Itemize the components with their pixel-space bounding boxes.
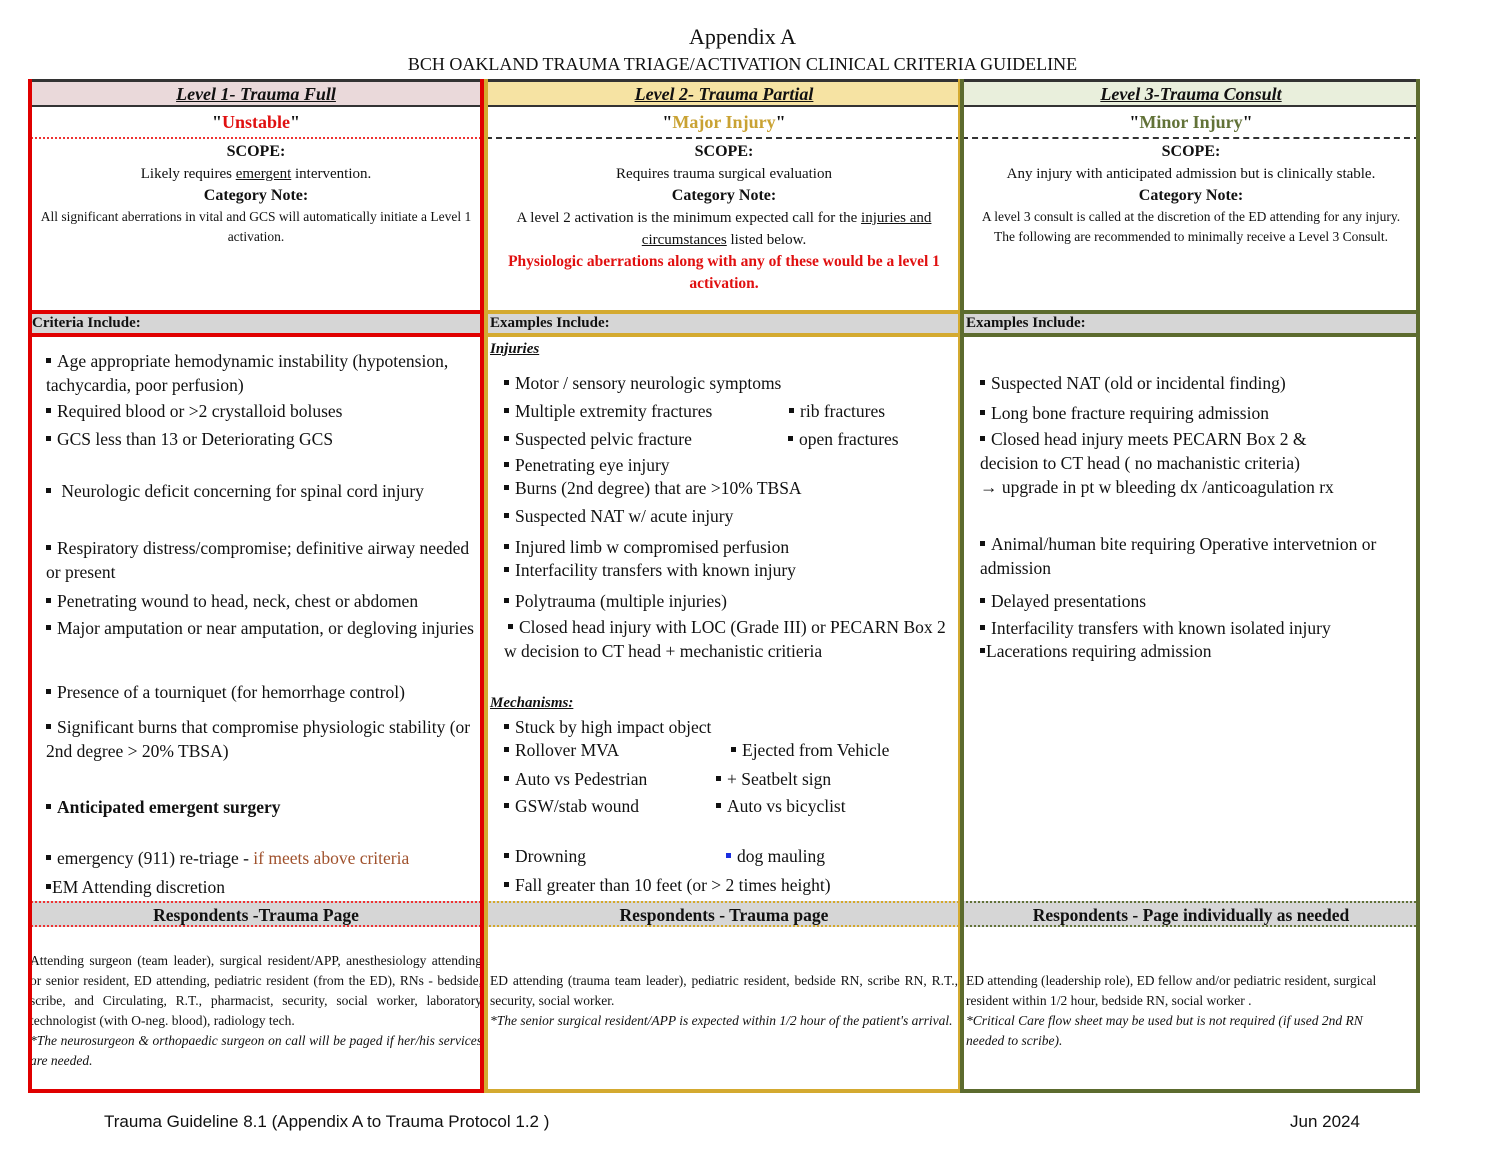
list-item bbox=[504, 794, 704, 818]
item-text: Penetrating wound to head, neck, chest or abdomen bbox=[57, 591, 419, 611]
mechanisms-label: Mechanisms: bbox=[490, 695, 574, 711]
bullet-icon bbox=[46, 545, 51, 550]
item-text: Delayed presentations bbox=[991, 591, 1147, 611]
level3-tag bbox=[962, 107, 1420, 139]
divider bbox=[484, 333, 962, 337]
level1-category-note: All significant aberrations in vital and GCS will automatically initiate a Level 1 activation. bbox=[40, 209, 472, 244]
list-item bbox=[980, 427, 1360, 475]
bullet-icon bbox=[46, 358, 51, 363]
bullet-icon bbox=[980, 380, 985, 385]
list-item bbox=[504, 589, 958, 613]
bullet-icon bbox=[980, 598, 985, 603]
divider bbox=[28, 333, 484, 337]
level2-respondents-header: Respondents - Trauma page bbox=[486, 901, 962, 927]
level1-column bbox=[28, 79, 484, 1093]
list-item bbox=[980, 639, 1416, 663]
item-text: Suspected pelvic fracture bbox=[515, 429, 692, 449]
bullet-icon bbox=[716, 803, 721, 808]
item-text: Injured limb w compromised perfusion bbox=[515, 537, 790, 557]
list-item bbox=[504, 715, 958, 739]
note-post: listed below. bbox=[726, 232, 807, 248]
respondents-note: *Critical Care flow sheet may be used but is not required (if used 2nd RN needed to scribe). bbox=[966, 1013, 1363, 1048]
item-text: Interfacility transfers with known injury bbox=[515, 560, 796, 580]
list-item bbox=[46, 616, 480, 640]
bullet-icon bbox=[504, 853, 509, 858]
level3-list-header: Examples Include: bbox=[962, 313, 1420, 335]
level2-list-header: Examples Include: bbox=[486, 313, 962, 335]
list-item bbox=[504, 476, 958, 500]
item-text: Multiple extremity fractures bbox=[515, 401, 713, 421]
list-item bbox=[980, 589, 1416, 613]
bullet-icon bbox=[980, 410, 985, 415]
item-text: Motor / sensory neurologic symptoms bbox=[515, 373, 782, 393]
bullet-icon bbox=[46, 855, 51, 860]
divider bbox=[484, 310, 962, 314]
bullet-icon bbox=[789, 408, 794, 413]
footer-left: Trauma Guideline 8.1 (Appendix A to Trauma Protocol 1.2 ) bbox=[104, 1112, 550, 1131]
document-title: Appendix A bbox=[689, 24, 796, 49]
item-text: Significant burns that compromise physiologic stability (or 2nd degree > 20% TBSA) bbox=[46, 717, 471, 761]
item-text: Neurologic deficit concerning for spinal cord injury bbox=[57, 481, 424, 501]
list-item bbox=[980, 475, 1416, 499]
item-text: Auto vs bicyclist bbox=[727, 796, 846, 816]
list-item bbox=[46, 589, 480, 613]
list-item bbox=[46, 680, 480, 704]
scope-label: SCOPE: bbox=[226, 143, 286, 160]
item-text: emergency (911) re-triage - bbox=[57, 848, 254, 868]
quote-close: " bbox=[1242, 112, 1253, 132]
bullet-icon bbox=[788, 436, 793, 441]
item-text: → upgrade in pt w bleeding dx /anticoagulation rx bbox=[980, 477, 1334, 497]
document-subtitle: BCH OAKLAND TRAUMA TRIAGE/ACTIVATION CLINICAL CRITERIA GUIDELINE bbox=[407, 54, 1078, 74]
list-item bbox=[716, 794, 958, 818]
list-item bbox=[504, 558, 958, 582]
list-item bbox=[504, 504, 958, 528]
level1-header-text: Level 1- Trauma Full bbox=[176, 84, 336, 104]
level3-column bbox=[962, 79, 1420, 1093]
item-text: Fall greater than 10 feet (or > 2 times height) bbox=[515, 875, 831, 895]
bullet-icon bbox=[46, 408, 51, 413]
bullet-icon bbox=[46, 724, 51, 729]
scope-pre: Likely requires bbox=[140, 166, 236, 182]
level1-respondents bbox=[28, 927, 484, 1093]
bullet-icon bbox=[46, 804, 51, 809]
item-text: Anticipated emergent surgery bbox=[57, 797, 281, 817]
footer-date: Jun 2024 bbox=[1290, 1112, 1360, 1131]
quote-open: " bbox=[211, 112, 222, 132]
list-item bbox=[46, 846, 480, 870]
respondents-text: ED attending (leadership role), ED fellow and/or pediatric resident, surgical resident within 1/2 hour, bedside RN, social worker . bbox=[966, 973, 1377, 1008]
level3-respondents-header: Respondents - Page individually as needed bbox=[962, 901, 1420, 927]
level2-header-text: Level 2- Trauma Partial bbox=[634, 84, 814, 104]
level1-scope bbox=[28, 139, 484, 309]
list-item bbox=[789, 399, 958, 423]
item-text: Ejected from Vehicle bbox=[742, 740, 890, 760]
list-item bbox=[980, 616, 1416, 640]
level3-header-text: Level 3-Trauma Consult bbox=[1100, 84, 1282, 104]
item-text: Polytrauma (multiple injuries) bbox=[515, 591, 727, 611]
item-text: Drowning bbox=[515, 846, 586, 866]
item-text: GCS less than 13 or Deteriorating GCS bbox=[57, 429, 334, 449]
bullet-icon bbox=[504, 598, 509, 603]
divider bbox=[960, 333, 1420, 337]
level3-scope bbox=[962, 139, 1420, 309]
respondents-note: *The neurosurgeon & orthopaedic surgeon on call will be paged if her/his services are needed. bbox=[30, 1033, 482, 1068]
list-item bbox=[504, 371, 958, 395]
item-text: Required blood or >2 crystalloid boluses bbox=[57, 401, 343, 421]
bullet-icon bbox=[508, 624, 513, 629]
level3-category-note: A level 3 consult is called at the discretion of the ED attending for any injury. The following are recommended to minimally receive a Level 3 Consult. bbox=[981, 209, 1401, 244]
bullet-icon bbox=[504, 462, 509, 467]
list-item bbox=[726, 844, 958, 868]
item-text: + Seatbelt sign bbox=[727, 769, 832, 789]
bullet-icon bbox=[980, 625, 985, 630]
item-text: Closed head injury meets PECARN Box 2 & decision to CT head ( no machanistic criteria) bbox=[980, 429, 1307, 473]
bullet-icon bbox=[504, 544, 509, 549]
bullet-icon bbox=[504, 776, 509, 781]
list-item bbox=[504, 427, 764, 451]
quote-open: " bbox=[1129, 112, 1140, 132]
list-item bbox=[504, 399, 764, 423]
item-text: Interfacility transfers with known isolated injury bbox=[991, 618, 1331, 638]
item-text: Suspected NAT (old or incidental finding) bbox=[991, 373, 1286, 393]
list-item bbox=[504, 873, 958, 897]
level2-category-note bbox=[486, 207, 962, 251]
item-text: rib fractures bbox=[800, 401, 886, 421]
note-pre: A level 2 activation is the minimum expected call for the bbox=[516, 210, 862, 226]
list-item bbox=[504, 453, 958, 477]
category-note-label: Category Note: bbox=[1138, 187, 1244, 204]
bullet-icon bbox=[731, 747, 736, 752]
bullet-icon bbox=[504, 408, 509, 413]
level1-tag-text: Unstable bbox=[221, 112, 290, 132]
bullet-icon bbox=[46, 625, 51, 630]
respondents-note: *The senior surgical resident/APP is expected within 1/2 hour of the patient's arrival. bbox=[490, 1013, 953, 1028]
list-item bbox=[46, 399, 480, 423]
level2-tag bbox=[486, 107, 962, 139]
divider bbox=[960, 310, 1420, 314]
scope-underlined: emergent bbox=[235, 166, 292, 182]
level1-scope-text bbox=[28, 163, 484, 185]
item-text: Respiratory distress/compromise; definitive airway needed or present bbox=[46, 538, 470, 582]
item-text: Lacerations requiring admission bbox=[986, 641, 1212, 661]
scope-label: SCOPE: bbox=[694, 143, 754, 160]
level1-tag bbox=[28, 107, 484, 139]
bullet-icon bbox=[504, 513, 509, 518]
list-item bbox=[980, 532, 1416, 580]
level1-criteria-list bbox=[28, 339, 484, 901]
item-text: Suspected NAT w/ acute injury bbox=[515, 506, 734, 526]
item-text: Age appropriate hemodynamic instability (hypotension, tachycardia, poor perfusion) bbox=[46, 351, 449, 395]
bullet-icon bbox=[504, 724, 509, 729]
bullet-icon bbox=[504, 380, 509, 385]
bullet-icon bbox=[46, 598, 51, 603]
respondents-text: Attending surgeon (team leader), surgical resident/APP, anesthesiology attending or senior resident, ED attending, pediatric resident (from the ED), RNs - bedside, scribe, and Circulating, R.T., pharmacist, security, social worker, laboratory technologist (with O-neg. blood), radiology tech. bbox=[30, 953, 482, 1028]
item-text: GSW/stab wound bbox=[515, 796, 639, 816]
level3-tag-text: Minor Injury bbox=[1139, 112, 1243, 132]
item-text: Rollover MVA bbox=[515, 740, 620, 760]
list-item bbox=[46, 349, 480, 397]
item-text: Closed head injury with LOC (Grade III) or PECARN Box 2 w decision to CT head + mechanistic critieria bbox=[504, 617, 946, 661]
quote-close: " bbox=[290, 112, 300, 132]
level2-scope bbox=[486, 139, 962, 309]
list-item bbox=[46, 875, 480, 899]
list-item bbox=[46, 536, 480, 584]
blue-bullet-icon bbox=[726, 853, 731, 858]
scope-label: SCOPE: bbox=[1161, 143, 1221, 160]
bullet-icon bbox=[980, 436, 985, 441]
level2-scope-text: Requires trauma surgical evaluation bbox=[616, 166, 832, 182]
item-highlight: if meets above criteria bbox=[253, 848, 410, 868]
level3-respondents bbox=[962, 927, 1420, 1093]
bullet-icon bbox=[46, 488, 51, 493]
bullet-icon bbox=[504, 436, 509, 441]
level3-scope-text: Any injury with anticipated admission but is clinically stable. bbox=[1006, 166, 1376, 182]
bullet-icon bbox=[716, 776, 721, 781]
list-item bbox=[980, 401, 1416, 425]
bullet-icon bbox=[980, 541, 985, 546]
list-item bbox=[46, 427, 480, 451]
list-item bbox=[716, 767, 958, 791]
quote-close: " bbox=[775, 112, 786, 132]
bullet-icon bbox=[504, 803, 509, 808]
item-text: Auto vs Pedestrian bbox=[515, 769, 648, 789]
list-item bbox=[504, 844, 704, 868]
item-text: open fractures bbox=[799, 429, 899, 449]
level2-tag-text: Major Injury bbox=[672, 112, 776, 132]
divider bbox=[28, 310, 484, 314]
item-text: Major amputation or near amputation, or degloving injuries bbox=[57, 618, 474, 638]
list-item bbox=[46, 715, 480, 763]
item-text: Presence of a tourniquet (for hemorrhage control) bbox=[57, 682, 405, 702]
level2-respondents bbox=[486, 927, 962, 1093]
scope-post: intervention. bbox=[291, 166, 372, 182]
item-text: EM Attending discretion bbox=[52, 877, 226, 897]
item-text: Penetrating eye injury bbox=[515, 455, 670, 475]
list-item bbox=[504, 535, 958, 559]
item-text: Animal/human bite requiring Operative intervetnion or admission bbox=[980, 534, 1377, 578]
list-item bbox=[504, 738, 704, 762]
item-text: Long bone fracture requiring admission bbox=[991, 403, 1269, 423]
list-item bbox=[504, 615, 958, 663]
level2-examples-list bbox=[486, 339, 962, 901]
level3-header bbox=[962, 79, 1420, 107]
bullet-icon bbox=[46, 689, 51, 694]
quote-open: " bbox=[662, 112, 673, 132]
bullet-icon bbox=[980, 648, 985, 653]
injuries-label: Injuries bbox=[490, 341, 540, 357]
respondents-text: ED attending (trauma team leader), pediatric resident, bedside RN, scribe RN, R.T., security, social worker. bbox=[490, 973, 958, 1008]
list-item bbox=[731, 738, 958, 762]
list-item bbox=[788, 427, 958, 451]
item-text: Burns (2nd degree) that are >10% TBSA bbox=[515, 478, 802, 498]
bullet-icon bbox=[46, 884, 51, 889]
category-note-label: Category Note: bbox=[203, 187, 309, 204]
level1-list-header: Criteria Include: bbox=[28, 313, 484, 335]
level2-warning-note: Physiologic aberrations along with any of these would be a level 1 activation. bbox=[508, 253, 940, 292]
item-text: dog mauling bbox=[737, 846, 825, 866]
bullet-icon bbox=[504, 882, 509, 887]
level2-header bbox=[486, 79, 962, 107]
bullet-icon bbox=[46, 436, 51, 441]
bullet-icon bbox=[504, 747, 509, 752]
level2-column bbox=[486, 79, 962, 1093]
list-item bbox=[980, 371, 1416, 395]
item-text: Stuck by high impact object bbox=[515, 717, 712, 737]
level1-respondents-header: Respondents -Trauma Page bbox=[28, 901, 484, 927]
note-underlined: injuries and circumstances bbox=[641, 210, 932, 248]
list-item bbox=[46, 795, 480, 819]
category-note-label: Category Note: bbox=[671, 187, 777, 204]
bullet-icon bbox=[504, 485, 509, 490]
bullet-icon bbox=[504, 567, 509, 572]
level3-examples-list bbox=[962, 339, 1420, 901]
list-item bbox=[46, 479, 480, 503]
list-item bbox=[504, 767, 704, 791]
level1-header bbox=[28, 79, 484, 107]
